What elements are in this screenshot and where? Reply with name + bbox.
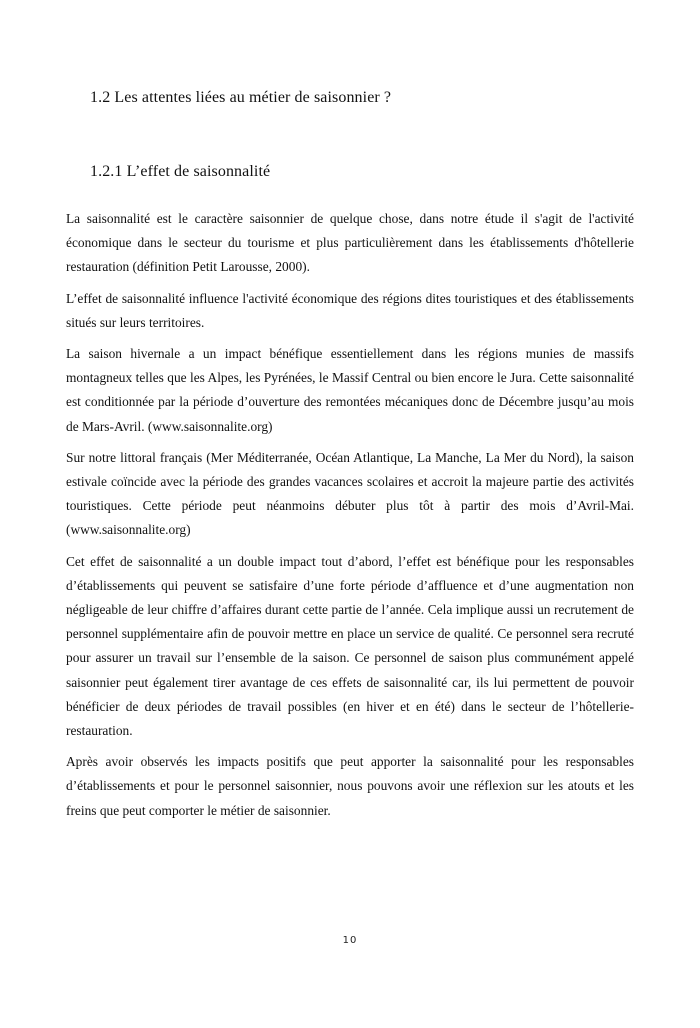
paragraph: Après avoir observés les impacts positifs que peut apporter la saisonnalité pour les responsables d’établissements et pour le personnel saisonnier, nous pouvons avoir une réflexion sur les atouts et les freins que peut comporter le métier de saisonnier. — [66, 754, 634, 818]
paragraph: La saison hivernale a un impact bénéfique essentiellement dans les régions munies de massifs montagneux telles que les Alpes, les Pyrénées, le Massif Central ou bien encore le Jura. Cette saisonnalité est conditionnée par la période d’ouverture des remontées mécaniques donc de Décembre jusqu’au mois de Mars-Avril. (www.saisonnalite.org) — [66, 346, 634, 434]
paragraph: L’effet de saisonnalité influence l'activité économique des régions dites touristiques et des établissements situés sur leurs territoires. — [66, 290, 634, 330]
section-heading: 1.2 Les attentes liées au métier de saisonnier ? — [90, 89, 392, 106]
paragraph: Cet effet de saisonnalité a un double impact tout d’abord, l’effet est bénéfique pour les responsables d’établissements qui peuvent se satisfaire d’une forte période d’affluence et d’une augmentation non négligeable de leur chiffre d’affaires durant cette partie de l’année. Cela implique aussi un recrutement de personnel supplémentaire afin de pouvoir mettre en place un service de qualité. Ce personnel sera recruté pour assurer un travail sur l’ensemble de la saison. Ce personnel de saison plus communément appelé saisonnier peut également tirer avantage de ces effets de saisonnalité car, ils lui permettent de pouvoir bénéficier de deux périodes de travail possibles (en hiver et en été) dans le secteur de l’hôtellerie-restauration. — [66, 553, 634, 739]
page-number: 10 — [342, 935, 358, 946]
body-text — [66, 207, 634, 830]
subsection-heading: 1.2.1 L’effet de saisonnalité — [90, 163, 271, 180]
paragraph: La saisonnalité est le caractère saisonnier de quelque chose, dans notre étude il s'agit de l'activité économique dans le secteur du tourisme et plus particulièrement dans les établissements d'hôtellerie restauration (définition Petit Larousse, 2000). — [66, 211, 634, 275]
paragraph: Sur notre littoral français (Mer Méditerranée, Océan Atlantique, La Manche, La Mer du Nord), la saison estivale coïncide avec la période des grandes vacances scolaires et accroit la majeure partie des activités touristiques. Cette période peut néanmoins débuter plus tôt à partir des mois d’Avril-Mai. (www.saisonnalite.org) — [66, 449, 634, 538]
